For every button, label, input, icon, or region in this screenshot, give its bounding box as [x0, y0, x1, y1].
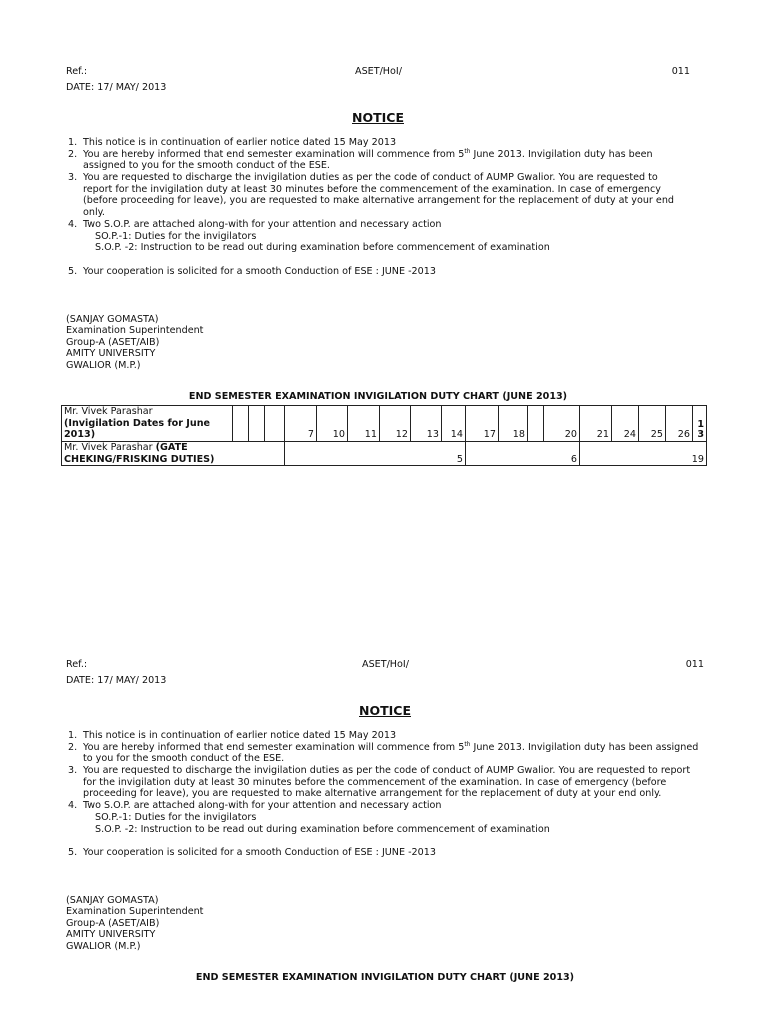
notice-title: NOTICE [352, 109, 404, 125]
sign-group: Group-A (ASET/AIB) [66, 336, 160, 348]
date-cell: 7 [285, 405, 317, 441]
list-item: 2. You are hereby informed that end semester examination will commence from 5th June 2013. Invigilation duty has been assigned to you for the smooth conduct of the ESE. [68, 740, 699, 765]
date-cell: 20 [544, 405, 580, 441]
notice-block-1 [64, 66, 704, 466]
gate-date-cell: 19 [580, 442, 707, 466]
sign-city: GWALIOR (M.P.) [66, 359, 141, 371]
ref-number: 011 [671, 66, 690, 77]
list-item: 2. You are hereby informed that end semester examination will commence from 5th June 2013. Invigilation duty has been assigned to you for the smooth conduct of the ESE. [68, 147, 653, 172]
notice-items [66, 730, 704, 859]
sop-1: SO.P.-1: Duties for the invigilators [95, 230, 257, 242]
ref-label: Ref.: [66, 66, 88, 77]
sign-title: Examination Superintendent [66, 325, 204, 337]
list-item: 5. Your cooperation is solicited for a smooth Conduction of ESE : JUNE -2013 [68, 847, 436, 859]
date-cell: 14 [442, 405, 466, 441]
notice-items [66, 137, 690, 278]
date-cell: 24 [612, 405, 639, 441]
date-cell: 10 [317, 405, 348, 441]
table-row [62, 405, 707, 441]
ref-row [66, 66, 690, 79]
sign-name: (SANJAY GOMASTA) [66, 313, 159, 325]
sign-university: AMITY UNIVERSITY [66, 929, 156, 941]
list-item: 3. You are requested to discharge the invigilation duties as per the code of conduct of AUMP Gwalior. You are requested to report for the invigilation duty at least 30 minutes before the commencement of the examination. In case of emergency (before proceeding for leave), you are requested to make alternative arrangement for the replacement of duty at your end only. [68, 765, 691, 800]
notice-date: DATE: 17/ MAY/ 2013 [66, 675, 167, 686]
list-item: 1. This notice is in continuation of earlier notice dated 15 May 2013 [68, 729, 397, 741]
notice-date: DATE: 17/ MAY/ 2013 [66, 82, 167, 93]
list-item: 4. Two S.O.P. are attached along-with for your attention and necessary action SO.P.-1: Duties for the invigilators S.O.P. -2: Instruction to be read out during examination before commencement of examination [66, 800, 704, 835]
sop-2: S.O.P. -2: Instruction to be read out during examination before commencement of examination [95, 823, 550, 835]
date-cell: 21 [580, 405, 612, 441]
duty-name-cell: Mr. Vivek Parashar (Invigilation Dates for June 2013) [62, 405, 233, 441]
sign-name: (SANJAY GOMASTA) [66, 894, 159, 906]
notice-block-2 [66, 659, 704, 984]
sign-university: AMITY UNIVERSITY [66, 348, 156, 360]
date-cell: 12 [380, 405, 411, 441]
ref-center: ASET/HoI/ [362, 659, 409, 670]
date-cell: 26 [666, 405, 693, 441]
list-item: 3. You are requested to discharge the invigilation duties as per the code of conduct of AUMP Gwalior. You are requested to report for the invigilation duty at least 30 minutes before the commencement of the examination. In case of emergency (before proceeding for leave), you are requested to make alternative arrangement for the replacement of duty at your end only. [68, 172, 674, 219]
date-cell: 1 3 [693, 405, 707, 441]
sign-group: Group-A (ASET/AIB) [66, 917, 160, 929]
date-cell [528, 405, 544, 441]
ref-center: ASET/HoI/ [355, 66, 402, 77]
date-cell [249, 405, 265, 441]
date-cell: 18 [499, 405, 528, 441]
signoff [66, 314, 690, 372]
table-row [62, 442, 707, 466]
sop-1: SO.P.-1: Duties for the invigilators [95, 811, 257, 823]
date-cell [233, 405, 249, 441]
ref-row [66, 659, 704, 672]
notice-title: NOTICE [359, 702, 411, 718]
date-cell: 11 [348, 405, 380, 441]
date-cell: 13 [411, 405, 442, 441]
list-item: 1. This notice is in continuation of earlier notice dated 15 May 2013 [68, 136, 397, 148]
ref-label: Ref.: [66, 659, 88, 670]
gate-date-cell: 5 [285, 442, 466, 466]
sign-title: Examination Superintendent [66, 906, 204, 918]
chart-title: END SEMESTER EXAMINATION INVIGILATION DUTY CHART (JUNE 2013) [188, 391, 568, 403]
date-cell: 25 [639, 405, 666, 441]
list-item: 5. Your cooperation is solicited for a smooth Conduction of ESE : JUNE -2013 [68, 265, 436, 277]
date-cell [265, 405, 285, 441]
chart-title: END SEMESTER EXAMINATION INVIGILATION DUTY CHART (JUNE 2013) [195, 972, 575, 984]
duty-name-cell: Mr. Vivek Parashar (GATE CHEKING/FRISKING DUTIES) [62, 442, 285, 466]
signoff [66, 895, 704, 953]
sop-2: S.O.P. -2: Instruction to be read out during examination before commencement of examination [95, 242, 550, 254]
date-cell: 17 [466, 405, 499, 441]
duty-chart-table [61, 405, 707, 467]
ref-number: 011 [685, 659, 704, 670]
list-item: 4. Two S.O.P. are attached along-with for your attention and necessary action SO.P.-1: Duties for the invigilators S.O.P. -2: Instruction to be read out during examination before commencement of examination [66, 219, 690, 254]
sign-city: GWALIOR (M.P.) [66, 940, 141, 952]
gate-date-cell: 6 [466, 442, 580, 466]
